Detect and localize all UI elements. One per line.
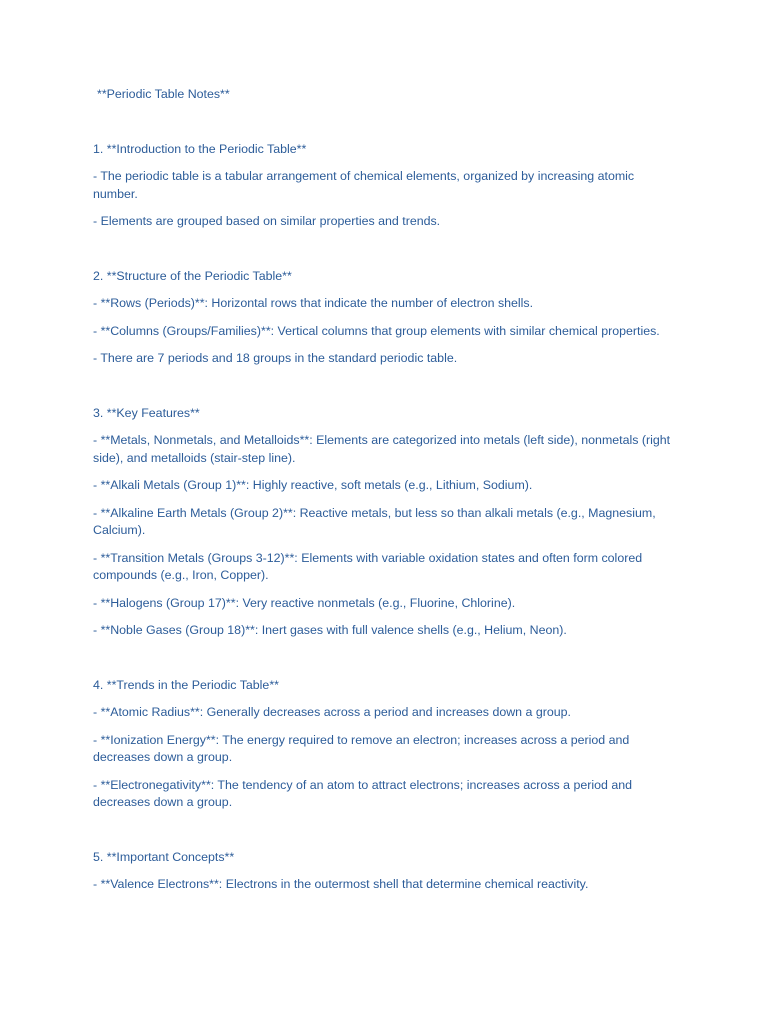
list-item: - **Noble Gases (Group 18)**: Inert gases with full valence shells (e.g., Helium, Neon).: [93, 623, 567, 637]
list-item: - **Alkali Metals (Group 1)**: Highly reactive, soft metals (e.g., Lithium, Sodium).: [93, 478, 533, 492]
section-important-concepts: [93, 849, 681, 894]
section-heading: 2. **Structure of the Periodic Table**: [93, 268, 292, 283]
list-item: - **Electronegativity**: The tendency of an atom to attract electrons; increases across a period and decreases down a group.: [93, 777, 633, 809]
section-heading: 4. **Trends in the Periodic Table**: [93, 677, 279, 692]
list-item: - There are 7 periods and 18 groups in the standard periodic table.: [93, 351, 458, 365]
list-item: - The periodic table is a tabular arrangement of chemical elements, organized by increasing atomic number.: [93, 169, 635, 201]
list-item: - **Metals, Nonmetals, and Metalloids**: Elements are categorized into metals (left side), nonmetals (right side), and metalloids (stair-step line).: [93, 433, 671, 465]
section-structure: [93, 268, 681, 368]
list-item: - **Columns (Groups/Families)**: Vertical columns that group elements with similar chemical properties.: [93, 323, 660, 338]
section-key-features: [93, 405, 681, 640]
document-body: [93, 86, 681, 894]
list-item: - **Transition Metals (Groups 3-12)**: Elements with variable oxidation states and often form colored compounds (e.g., Iron, Copper).: [93, 550, 643, 582]
document-title: **Periodic Table Notes**: [97, 87, 230, 101]
list-item: - **Valence Electrons**: Electrons in the outermost shell that determine chemical reactivity.: [93, 877, 589, 891]
list-item: - **Atomic Radius**: Generally decreases across a period and increases down a group.: [93, 705, 571, 719]
section-introduction: [93, 141, 681, 231]
list-item: - **Halogens (Group 17)**: Very reactive nonmetals (e.g., Fluorine, Chlorine).: [93, 595, 516, 610]
section-heading: 1. **Introduction to the Periodic Table**: [93, 141, 307, 156]
list-item: - **Alkaline Earth Metals (Group 2)**: Reactive metals, but less so than alkali metals (e.g., Magnesium, Calcium).: [93, 505, 656, 537]
section-heading: 5. **Important Concepts**: [93, 849, 235, 864]
list-item: - **Rows (Periods)**: Horizontal rows that indicate the number of electron shells.: [93, 296, 534, 310]
list-item: - Elements are grouped based on similar properties and trends.: [93, 214, 441, 228]
section-heading: 3. **Key Features**: [93, 405, 200, 420]
section-trends: [93, 677, 681, 812]
list-item: - **Ionization Energy**: The energy required to remove an electron; increases across a period and decreases down a group.: [93, 732, 630, 764]
